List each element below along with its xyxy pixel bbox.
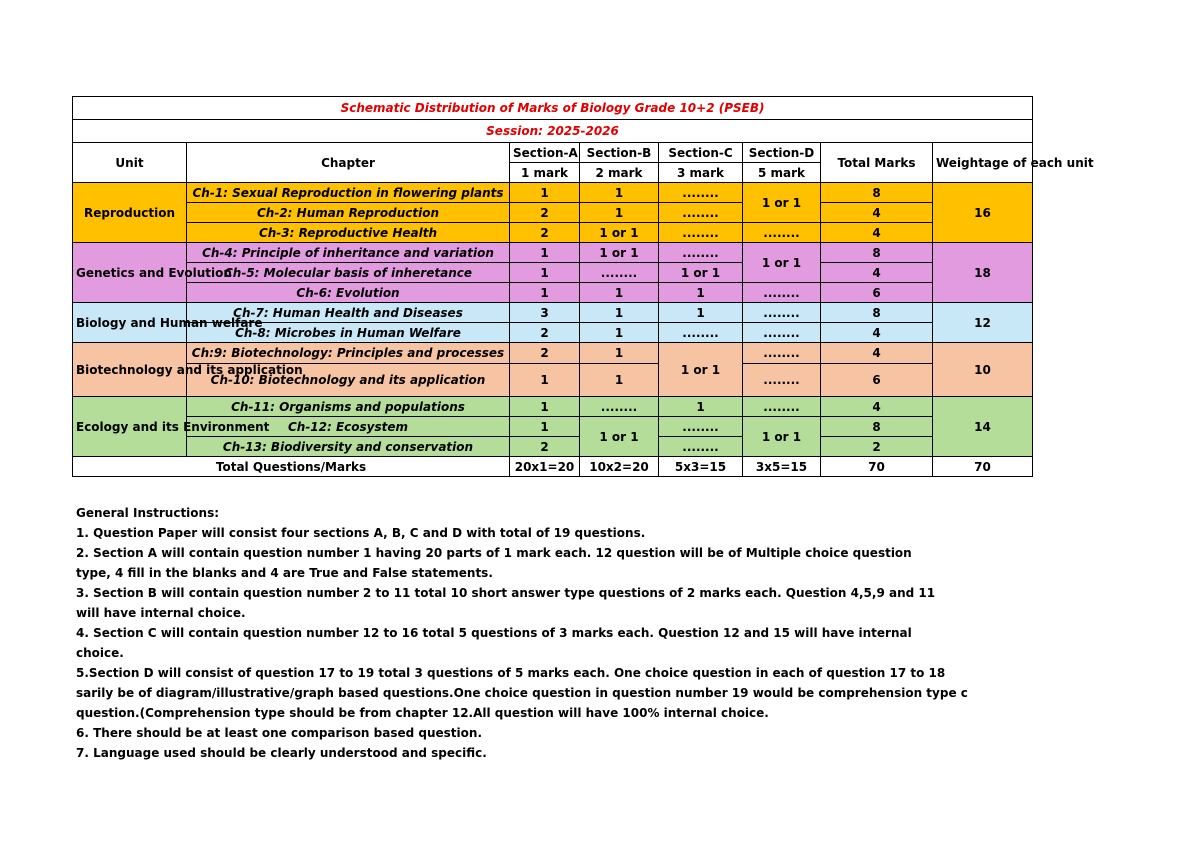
ch4-section-c: ........ (659, 243, 743, 263)
ch11-total: 4 (821, 397, 933, 417)
header-unit: Unit (73, 143, 187, 183)
header-mark-d: 5 mark (743, 163, 821, 183)
ch6-section-b: 1 (580, 283, 659, 303)
ch5-section-a: 1 (510, 263, 580, 283)
ch12-section-c: ........ (659, 417, 743, 437)
weightage-ecology: 14 (933, 397, 1033, 457)
ch2-section-c: ........ (659, 203, 743, 223)
ch13-section-a: 2 (510, 437, 580, 457)
ch9-section-a: 2 (510, 343, 580, 364)
header-section-d: Section-D (743, 143, 821, 163)
ch5-section-c: 1 or 1 (659, 263, 743, 283)
totals-section-b: 10x2=20 (580, 457, 659, 477)
instruction-2-line-1: 2. Section A will contain question number 1 having 20 parts of 1 mark each. 12 question will be of Multiple choice question (76, 546, 912, 560)
ch4-total: 8 (821, 243, 933, 263)
ch1-section-a: 1 (510, 183, 580, 203)
unit-reproduction: Reproduction (73, 183, 187, 243)
ch9-total: 4 (821, 343, 933, 364)
instruction-3-line-1: 3. Section B will contain question number 2 to 11 total 10 short answer type questions of 2 marks each. Question 4,5,9 and 11 (76, 586, 936, 600)
totals-section-d: 3x5=15 (743, 457, 821, 477)
instruction-5-line-3: question.(Comprehension type should be from chapter 12.All question will have 100% internal choice. (76, 706, 769, 720)
header-section-b: Section-B (580, 143, 659, 163)
chapter-5: Ch-5: Molecular basis of inheretance (187, 263, 510, 283)
ecology-section-b: 1 or 1 (580, 417, 659, 457)
chapter-13: Ch-13: Biodiversity and conservation (187, 437, 510, 457)
general-instructions (76, 503, 968, 763)
ch1-section-c: ........ (659, 183, 743, 203)
header-mark-b: 2 mark (580, 163, 659, 183)
chapter-8: Ch-8: Microbes in Human Welfare (187, 323, 510, 343)
totals-section-a: 20x1=20 (510, 457, 580, 477)
ch3-section-c: ........ (659, 223, 743, 243)
chapter-10: Ch-10: Biotechnology and its application (187, 364, 510, 397)
instruction-3-line-2: will have internal choice. (76, 606, 246, 620)
ch8-total: 4 (821, 323, 933, 343)
ch10-section-b: 1 (580, 364, 659, 397)
ch6-total: 6 (821, 283, 933, 303)
header-total-marks: Total Marks (821, 143, 933, 183)
ch13-section-c: ........ (659, 437, 743, 457)
chapter-6: Ch-6: Evolution (187, 283, 510, 303)
ch7-section-d: ........ (743, 303, 821, 323)
ch4-section-a: 1 (510, 243, 580, 263)
header-mark-c: 3 mark (659, 163, 743, 183)
ch4-section-b: 1 or 1 (580, 243, 659, 263)
weightage-genetics: 18 (933, 243, 1033, 303)
ch7-total: 8 (821, 303, 933, 323)
instruction-5-line-1: 5.Section D will consist of question 17 to 19 total 3 questions of 5 marks each. One choice question in each of question 17 to 18 (76, 666, 946, 680)
ch1-total: 8 (821, 183, 933, 203)
ch12-section-a: 1 (510, 417, 580, 437)
header-section-c: Section-C (659, 143, 743, 163)
genetics-section-d: 1 or 1 (743, 243, 821, 283)
weightage-reproduction: 16 (933, 183, 1033, 243)
chapter-7: Ch-7: Human Health and Diseases (187, 303, 510, 323)
ch3-section-a: 2 (510, 223, 580, 243)
chapter-2: Ch-2: Human Reproduction (187, 203, 510, 223)
ch7-section-b: 1 (580, 303, 659, 323)
header-chapter: Chapter (187, 143, 510, 183)
ch9-section-b: 1 (580, 343, 659, 364)
ch8-section-b: 1 (580, 323, 659, 343)
totals-label: Total Questions/Marks (73, 457, 510, 477)
ch5-total: 4 (821, 263, 933, 283)
ch9-section-d: ........ (743, 343, 821, 364)
ch10-section-a: 1 (510, 364, 580, 397)
totals-weightage: 70 (933, 457, 1033, 477)
ch12-total: 8 (821, 417, 933, 437)
totals-marks: 70 (821, 457, 933, 477)
header-mark-a: 1 mark (510, 163, 580, 183)
ch5-section-b: ........ (580, 263, 659, 283)
ch2-section-b: 1 (580, 203, 659, 223)
ch8-section-a: 2 (510, 323, 580, 343)
instruction-1: 1. Question Paper will consist four sections A, B, C and D with total of 19 questions. (76, 526, 646, 540)
ch10-total: 6 (821, 364, 933, 397)
marks-distribution-table (72, 96, 1094, 477)
ch13-total: 2 (821, 437, 933, 457)
ch6-section-a: 1 (510, 283, 580, 303)
ch11-section-b: ........ (580, 397, 659, 417)
chapter-1: Ch-1: Sexual Reproduction in flowering plants (187, 183, 510, 203)
unit-biotechnology: Biotechnology and its application (73, 343, 187, 397)
ch3-section-d: ........ (743, 223, 821, 243)
instruction-4-line-1: 4. Section C will contain question number 12 to 16 total 5 questions of 3 marks each. Question 12 and 15 will have internal (76, 626, 912, 640)
table-title: Schematic Distribution of Marks of Biology Grade 10+2 (PSEB) (73, 97, 1033, 120)
ch3-section-b: 1 or 1 (580, 223, 659, 243)
unit-genetics: Genetics and Evolution (73, 243, 187, 303)
weightage-biotechnology: 10 (933, 343, 1033, 397)
instruction-2-line-2: type, 4 fill in the blanks and 4 are True and False statements. (76, 566, 493, 580)
ch1-section-b: 1 (580, 183, 659, 203)
chapter-9: Ch:9: Biotechnology: Principles and processes (187, 343, 510, 364)
header-section-a: Section-A (510, 143, 580, 163)
unit-ecology: Ecology and its Environment (73, 397, 187, 457)
ch7-section-c: 1 (659, 303, 743, 323)
unit-biology-welfare: Biology and Human welfare (73, 303, 187, 343)
reproduction-section-d: 1 or 1 (743, 183, 821, 223)
instruction-5-line-2: sarily be of diagram/illustrative/graph based questions.One choice question in question number 19 would be comprehension type c (76, 686, 968, 700)
chapter-3: Ch-3: Reproductive Health (187, 223, 510, 243)
ch2-total: 4 (821, 203, 933, 223)
totals-section-c: 5x3=15 (659, 457, 743, 477)
ch10-section-d: ........ (743, 364, 821, 397)
instructions-heading: General Instructions: (76, 506, 220, 520)
chapter-4: Ch-4: Principle of inheritance and variation (187, 243, 510, 263)
chapter-11: Ch-11: Organisms and populations (187, 397, 510, 417)
ch7-section-a: 3 (510, 303, 580, 323)
weightage-biology-welfare: 12 (933, 303, 1033, 343)
instruction-6: 6. There should be at least one comparison based question. (76, 726, 483, 740)
ch6-section-d: ........ (743, 283, 821, 303)
biotech-section-c: 1 or 1 (659, 343, 743, 397)
chapter-12: Ch-12: Ecosystem (187, 417, 510, 437)
ch11-section-a: 1 (510, 397, 580, 417)
header-weightage: Weightage of each unit (933, 143, 1033, 183)
instruction-7: 7. Language used should be clearly understood and specific. (76, 746, 487, 760)
ch2-section-a: 2 (510, 203, 580, 223)
session-label: Session: 2025-2026 (73, 120, 1033, 143)
ch8-section-c: ........ (659, 323, 743, 343)
ch8-section-d: ........ (743, 323, 821, 343)
ecology-section-d: 1 or 1 (743, 417, 821, 457)
ch6-section-c: 1 (659, 283, 743, 303)
instruction-4-line-2: choice. (76, 646, 124, 660)
ch11-section-c: 1 (659, 397, 743, 417)
ch3-total: 4 (821, 223, 933, 243)
ch11-section-d: ........ (743, 397, 821, 417)
